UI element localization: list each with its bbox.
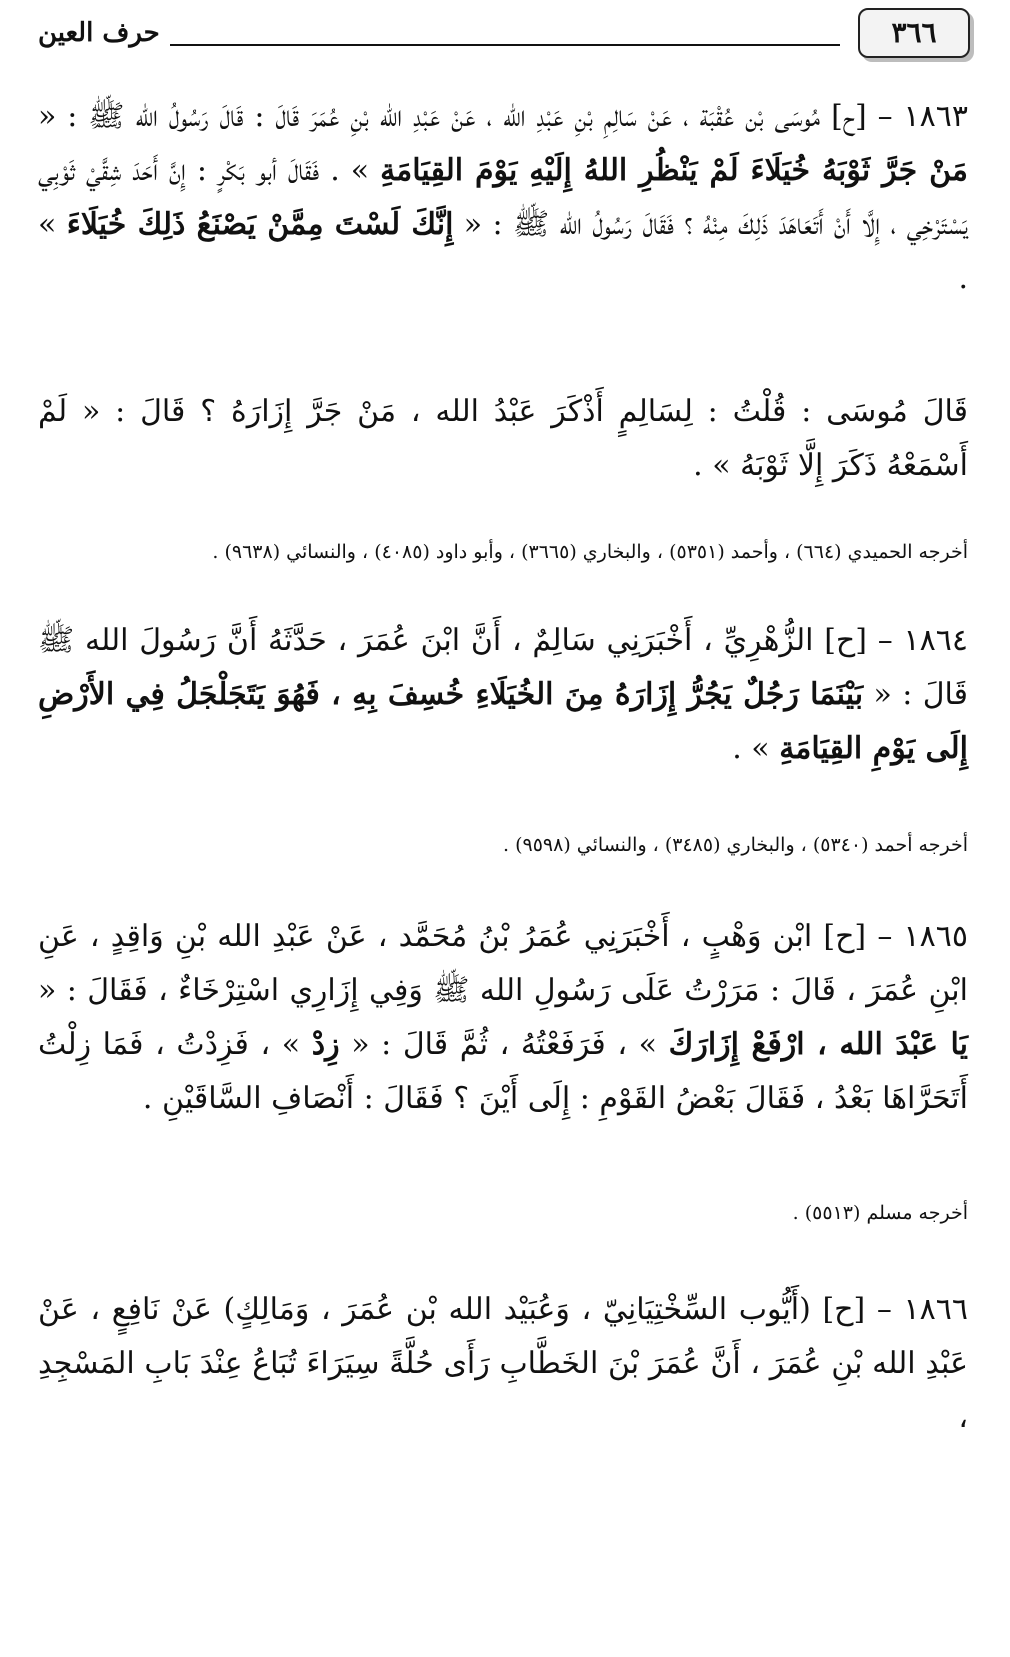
hadith-number: ١٨٦٣ – (877, 99, 968, 134)
source-note: أخرجه الحميدي (٦٦٤) ، وأحمد (٥٣٥١) ، والبخاري (٣٦٦٥) ، وأبو داود (٤٠٨٥) ، والنسائي (٩٦٣٨) . (212, 541, 968, 563)
hadith-number: ١٨٦٤ – (877, 623, 968, 658)
hadith-quote: إِنَّكَ لَسْتَ مِمَّنْ يَصْنَعُ ذَلِكَ خُيَلَاءَ (66, 207, 454, 242)
hadith-text: » ، فَزِدْتُ ، فَمَا زِلْتُ أَتَحَرَّاهَا بَعْدُ ، فَقَالَ بَعْضُ القَوْمِ : إِلَى أَيْنَ ؟ فَقَالَ : أَنْصَافِ السَّاقَيْنِ . (38, 1027, 968, 1116)
hadith-1865 (38, 910, 968, 1126)
hadith-number: ١٨٦٥ – (877, 919, 968, 954)
hadith-isnad: [ح] ابْن وَهْبٍ ، أَخْبَرَنِي عُمَرُ بْنُ مُحَمَّد ، عَنْ عَبْدِ الله بْنِ وَاقِدٍ ، عَنِ ابْنِ عُمَرَ ، قَالَ : مَرَرْتُ عَلَى رَسُولِ الله ﷺ وَفِي إِزَارِي اسْتِرْخَاءٌ ، فَقَالَ : « (38, 919, 968, 1008)
chapter-title: حرف العين (38, 18, 160, 48)
hadith-1864 (38, 614, 968, 776)
hadith-1863-paragraph-2 (38, 385, 968, 493)
hadith-text: » . (732, 731, 770, 766)
hadith-paragraph (38, 90, 968, 306)
hadith-quote: يَا عَبْدَ الله ، ارْفَعْ إِزَارَكَ (668, 1027, 969, 1062)
hadith-isnad: [ح] مُوسَى بْن عُقْبَة ، عَنْ سَالِمِ بْنِ عَبْدِ الله ، عَنْ عَبْدِ الله بْنِ عُمَرَ قَالَ : قَالَ رَسُولُ الله ﷺ : « (38, 99, 867, 134)
hadith-isnad: [ح] الزُّهْرِيِّ ، أَخْبَرَنِي سَالِمٌ ، أَنَّ ابْنَ عُمَرَ ، حَدَّثَهُ أَنَّ رَسُولَ الله ﷺ قَالَ : « (38, 623, 969, 712)
hadith-text: » . فَقَالَ أبو بَكْرٍ : إِنَّ أَحَدَ شِقَّيْ ثَوْبِي يَسْتَرْخِي ، إِلَّا أَنْ أَتَعَاهَدَ ذَلِكَ مِنْهُ ؟ فَقَالَ رَسُولُ الله ﷺ : « (38, 153, 968, 242)
source-note: أخرجه مسلم (٥٥١٣) . (792, 1202, 968, 1224)
header-rule (170, 44, 840, 46)
hadith-paragraph (38, 1283, 968, 1445)
hadith-quote: مَنْ جَرَّ ثَوْبَهُ خُيَلَاءَ لَمْ يَنْظُرِ اللهُ إِلَيْهِ يَوْمَ القِيَامَةِ (380, 153, 968, 188)
hadith-paragraph (38, 910, 968, 1126)
hadith-1866 (38, 1283, 968, 1445)
hadith-paragraph (38, 614, 968, 776)
hadith-quote: زِدْ (311, 1027, 340, 1062)
source-note: أخرجه أحمد (٥٣٤٠) ، والبخاري (٣٤٨٥) ، والنسائي (٩٥٩٨) . (503, 834, 968, 856)
hadith-text: » . (38, 207, 968, 296)
page-header (30, 8, 970, 58)
page-number-box: ٣٦٦ (858, 8, 970, 58)
hadith-quote: بَيْنَمَا رَجُلٌ يَجُرُّ إِزَارَهُ مِنَ الخُيَلَاءِ خُسِفَ بِهِ ، فَهُوَ يَتَجَلْجَلُ فِي الأَرْضِ إِلَى يَوْمِ القِيَامَةِ (38, 677, 968, 766)
hadith-paragraph: قَالَ مُوسَى : قُلْتُ : لِسَالِمٍ أَذْكَرَ عَبْدُ الله ، مَنْ جَرَّ إِزَارَهُ ؟ قَالَ : « لَمْ أَسْمَعْهُ ذَكَرَ إِلَّا ثَوْبَهُ » . (38, 394, 968, 483)
hadith-number: ١٨٦٦ – (876, 1292, 968, 1327)
hadith-1863 (38, 90, 968, 306)
hadith-isnad: [ح] (أَيُّوب السِّخْتِيَانِيّ ، وَعُبَيْد الله بْن عُمَرَ ، وَمَالِكٍ) عَنْ نَافِعٍ ، عَنْ عَبْدِ الله بْنِ عُمَرَ ، أَنَّ عُمَرَ بْنَ الخَطَّابِ رَأَى حُلَّةً سِيَرَاءَ تُبَاعُ عِنْدَ بَابِ المَسْجِدِ ، (38, 1292, 968, 1435)
hadith-text: » ، فَرَفَعْتُهُ ، ثُمَّ قَالَ : « (351, 1027, 658, 1062)
